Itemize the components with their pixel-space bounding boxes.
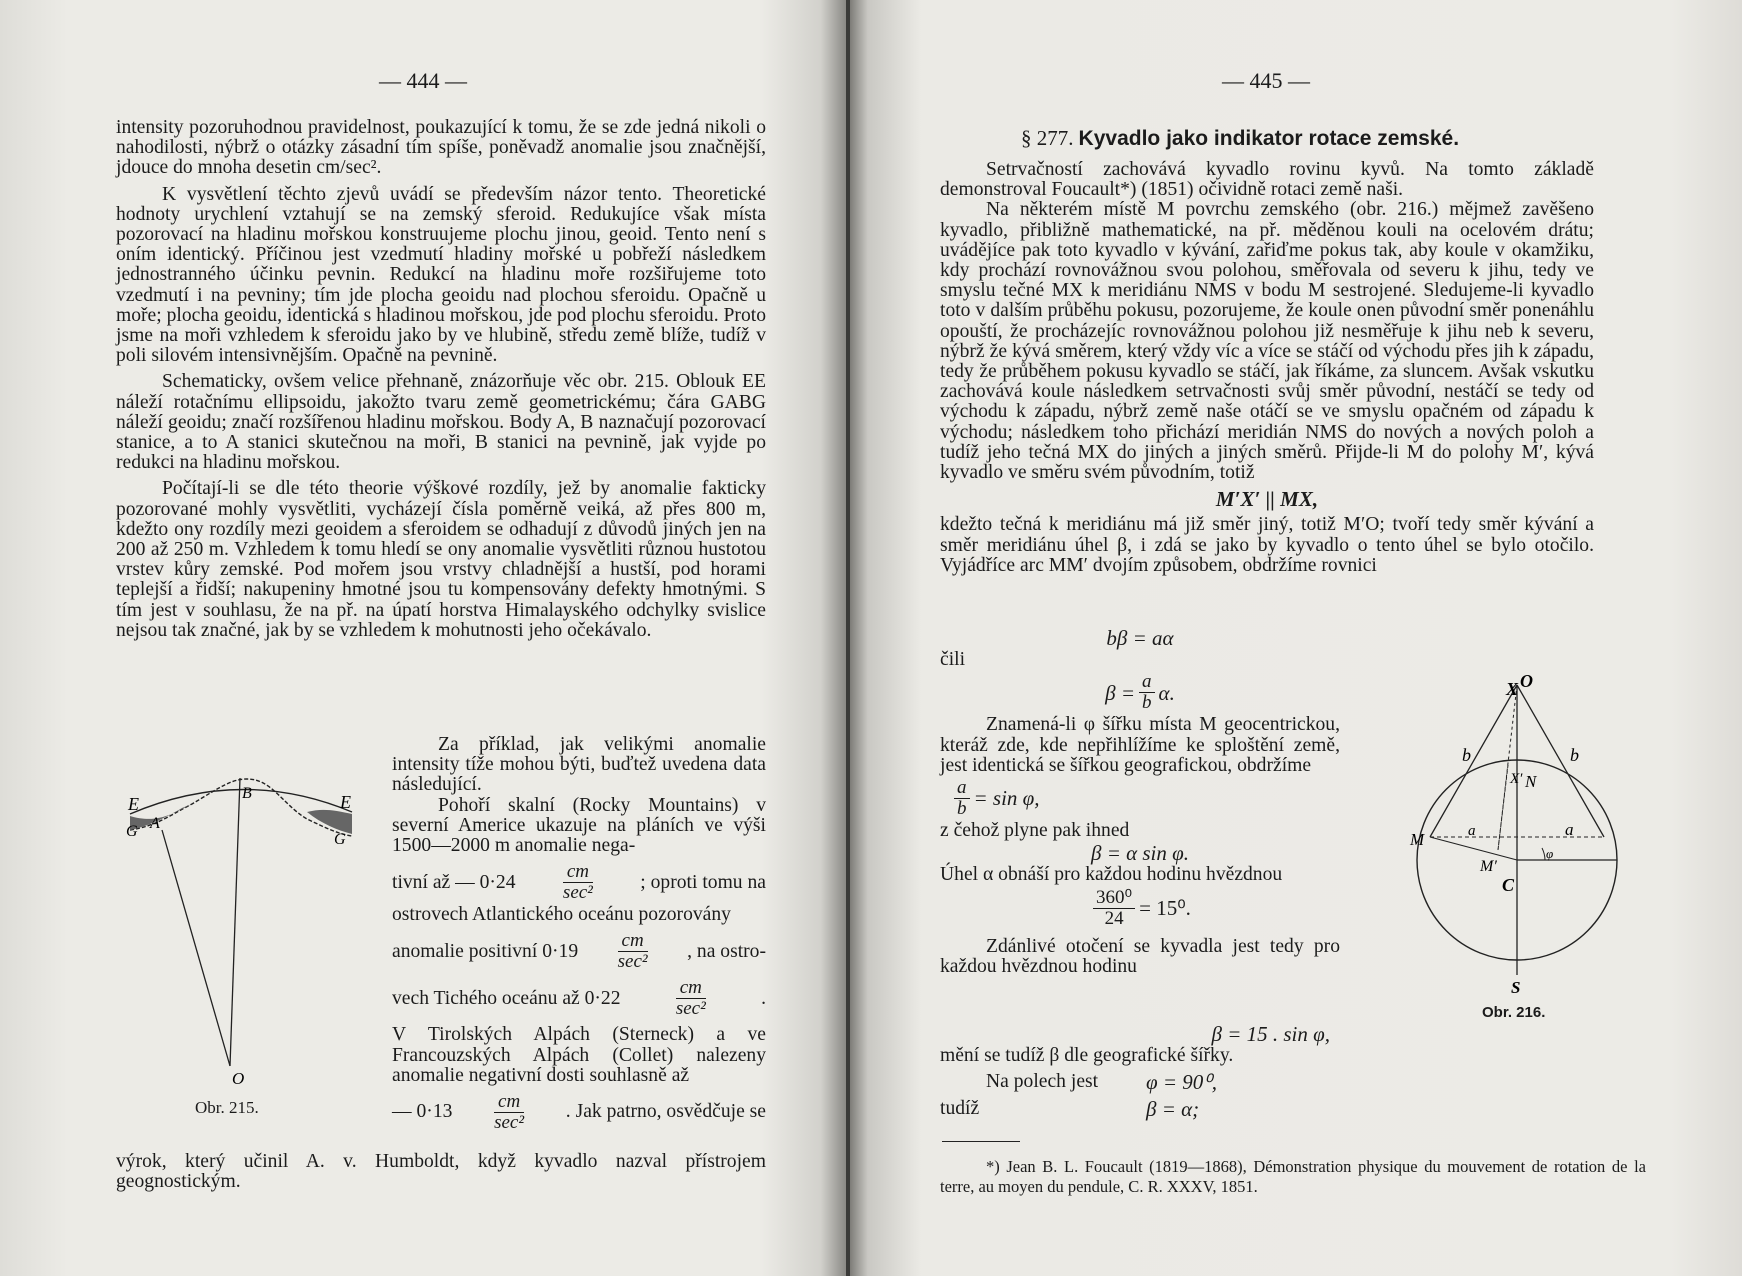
label-b-right: b bbox=[1570, 745, 1579, 765]
poles-label: Na polech jest bbox=[986, 1071, 1099, 1093]
left-paragraph-5a: Za příklad, jak velikými anomalie intensity tíže mohou býti, buďtež uvedena data následující. bbox=[392, 734, 766, 796]
anomaly-value-2: anomalie positivní 0·19 bbox=[392, 940, 579, 962]
right-paragraph-5: z čehož plyne pak ihned bbox=[940, 820, 1130, 842]
left-paragraph-6: V Tirolských Alpách (Sterneck) a ve Francouzských Alpách (Collet) nalezeny anomalie negativní dosti souhlasně až bbox=[392, 1024, 766, 1086]
label-x: X bbox=[1506, 679, 1519, 699]
right-text-bottom bbox=[940, 1024, 1360, 1119]
label-a-right: a bbox=[1565, 820, 1574, 839]
anomaly-text-3: . bbox=[761, 987, 766, 1009]
left-line-anomaly-1 bbox=[392, 862, 766, 903]
label-e-right: E bbox=[340, 792, 351, 812]
label-a: A bbox=[150, 815, 160, 832]
left-paragraph-5b: Pohoří skalní (Rocky Mountains) v severní Americe ukazuje na pláních ve výši 1500—2000 m anomalie nega- bbox=[392, 794, 766, 857]
right-paragraph-6: Úhel α obnáší pro každou hodinu hvězdnou bbox=[940, 864, 1283, 886]
left-line-anomaly-4 bbox=[392, 1092, 766, 1133]
unit-fraction-4: $\frac{cm}{\text{sec²}}$ bbox=[494, 1091, 525, 1134]
equation-sin-phi: $\frac{a}{b}$ = sin φ, bbox=[940, 778, 1340, 819]
label-phi: φ bbox=[1546, 846, 1554, 861]
label-o: O bbox=[232, 1069, 245, 1088]
radius-to-m bbox=[1430, 837, 1517, 860]
label-n: N bbox=[1525, 772, 1537, 791]
unit-fraction-2: $\frac{cm}{\text{sec²}}$ bbox=[617, 930, 648, 973]
anomaly-value-3: vech Tichého oceánu až 0·22 bbox=[392, 987, 621, 1009]
left-paragraph-7: výrok, který učinil A. v. Humboldt, když kyvadlo nazval přístrojem geognostickým. bbox=[116, 1151, 766, 1193]
equation-beta-15-sin: β = 15 . sin φ, bbox=[1211, 1022, 1330, 1046]
figure-215-caption: Obr. 215. bbox=[195, 1098, 259, 1117]
equation-arc: bβ = aα bbox=[1106, 626, 1174, 650]
left-line-anomaly-2 bbox=[392, 931, 766, 972]
right-text-lower bbox=[940, 626, 1340, 977]
right-paragraph-1: Setrvačností zachovává kyvadlo rovinu kyvů. Na tomto základě demonstroval Foucault*) (1851) očividně rotaci země naši. bbox=[940, 159, 1594, 201]
right-paragraph-7: Zdánlivé otočení se kyvadla jest tedy pro každou hvězdnou hodinu bbox=[940, 935, 1340, 977]
section-heading bbox=[850, 126, 1630, 151]
left-paragraph-4: Počítají-li se dle této theorie výškové rozdíly, jež by anomalie fakticky pozorované mohly vysvětliti, vycházejí čísla poměrně veiká, až přes 800 m, kdežto ony rozdíly mezi geoidem a sferoidem se odhadují z důvodů jiných jen na 200 až 250 m. Vzhledem k tomu hledí se ony anomalie vysvětliti různou hustotou vrstev kůry zemské. Pod mořem jsou vrstvy chladnější a hustší, pod horami teplejší a řidší; nakupeniny hmotné jsou tu kompensovány defekty hmotnými. S tím jest v souhlasu, že na př. na úpatí horstva Himalayského odchylky svislice nejsou tak značné, jak by se vzhledem k mohutnosti jeho očekávalo. bbox=[116, 478, 766, 641]
right-paragraph-2: Na některém místě M povrchu zemského (obr. 216.) mějmež zavěšeno kyvadlo, přibližně mathematické, na př. měděnou kouli na ocelovém drátu; uvádějíce pak toto kyvadlo v kývání, zařiďme pokus tak, aby koule v okamžiku, kdy prochází rovnovážnou svou polohou, směřovala od severu k jihu, tedy ve smyslu tečné MX k meridiánu NMS v bodu M sestrojené. Sledujeme-li kyvadlo toto v dalším průběhu pokusu, pozorujeme, že koule onen původní směr ponenáhlu opouští, že procházejíc rovnovážnou polohou již nesměřuje k jihu neb k severu, nýbrž že kývá směrem, který vždy víc a více se stáčí od východu přes jih k západu, tedy že průběhem pokusu kyvadlo se stáčí, jak říkáme, za sluncem. Avšak vskutku zachovává koule následkem setrvačnosti svůj směr původní, nestáčí se tedy od východu k západu, nýbrž země naše otáčí se ve smyslu opačném od západu k východu; následkem toho přichází meridián NMS do nových a nových poloh a tudíž jeho tečná MX do jiných a jiných směrů. Přijde-li M do polohy M′, kývá kyvadlo ve směru svém původním, totiž bbox=[940, 199, 1594, 484]
left-side-text bbox=[392, 735, 766, 1133]
left-page bbox=[0, 0, 846, 1276]
equation-parallel: M′X′ || MX, bbox=[1215, 487, 1319, 512]
label-o: O bbox=[1520, 671, 1533, 691]
section-title: Kyvadlo jako indikator rotace zemské. bbox=[1078, 127, 1460, 150]
anomaly-text-1: ; oproti tomu na bbox=[640, 871, 766, 893]
page-number-445: — 445 — bbox=[1222, 68, 1310, 93]
geoid-curve-gabg bbox=[130, 779, 352, 836]
therefore-line bbox=[940, 1096, 1360, 1121]
label-e-left: E bbox=[128, 794, 139, 814]
right-paragraph-8: mění se tudíž β dle geografické šířky. bbox=[940, 1045, 1234, 1067]
equation-beta-eq-alpha: β = α; bbox=[1146, 1096, 1200, 1121]
page-number-444: — 444 — bbox=[379, 68, 467, 93]
vertical-line-a bbox=[162, 830, 230, 1066]
label-s: S bbox=[1511, 978, 1521, 995]
poles-line bbox=[940, 1070, 1360, 1095]
right-paragraph-3: kdežto tečná k meridiánu má již směr jiný, totiž M′O; tvoří tedy směr kývání a směr meridiánu úhel β, i zdá se jako by kyvadlo o tento úhel se bylo otočilo. Vyjádříce arc MM′ dvojím způsobem, obdržíme rovnici bbox=[940, 514, 1594, 576]
left-line-anomaly-3 bbox=[392, 978, 766, 1019]
figure-216 bbox=[1370, 665, 1670, 995]
section-number: § 277. bbox=[1020, 126, 1074, 150]
word-cili: čili bbox=[940, 649, 966, 671]
right-page bbox=[850, 0, 1742, 1276]
right-text-top bbox=[940, 160, 1594, 576]
vertical-line-b bbox=[230, 778, 240, 1066]
equation-beta-alpha-sin: β = α sin φ. bbox=[1090, 841, 1190, 866]
label-a-left: a bbox=[1468, 823, 1476, 839]
label-g-left: G bbox=[126, 823, 138, 840]
unit-fraction-3: $\frac{cm}{\text{sec²}}$ bbox=[675, 977, 706, 1020]
label-m-prime: M′ bbox=[1480, 858, 1497, 875]
left-paragraph-2: K vysvětlení těchto zjevů uvádí se především názor tento. Theoretické hodnoty urychlení vztahují se na zemský sferoid. Redukujíce však místa pozorovací na hladinu mořskou konstruujeme plochu jinou, geoid. Tento není s oním identický. Příčinou jest vzedmutí hladiny mořské u pobřeží následkem jednostranného účinku pevnin. Redukcí na hladinu moře rozšiřujeme toto vzedmutí i na pevniny; tím jde plocha geoidu nad plochou sferoidu. Opačně u moře; plocha geoidu, identická s hladinou mořskou, jde pod plochu sferoidu. Proto jsme na moři vzhledem k sferoidu jako by ve hlubině, středu země blíže, tudíž v poli silovém intensivnějším. Opačně na pevnině. bbox=[116, 183, 766, 367]
label-b-left: b bbox=[1462, 745, 1471, 765]
unit-fraction-1: $\frac{cm}{\text{sec²}}$ bbox=[562, 861, 593, 904]
right-paragraph-4: Znamená-li φ šířku místa M geocentrickou, kteráž zde, kde nepřihlížíme ke sploštění země, jest identická se šířkou geografickou, obdržíme bbox=[940, 714, 1340, 776]
label-g-right: G bbox=[334, 831, 346, 848]
label-b: B bbox=[242, 785, 252, 802]
left-paragraph-3: Schematicky, ovšem velice přehnaně, znázorňuje věc obr. 215. Oblouk EE náleží rotačnímu ellipsoidu, jakožto tvaru země geometrickému; čára GABG náleží geoidu; značí rozšířenou hladinu mořskou. Body A, B naznačují pozorovací stanice, a to A stanici skutečnou na moři, B stanici na pevnině, jak vyjde po redukci na hladinu mořskou. bbox=[116, 371, 766, 474]
equation-beta-ratio: β = $\frac{a}{b}$ α. bbox=[1105, 671, 1175, 714]
geoid-sea-shade-left bbox=[130, 804, 192, 830]
footnote: *) Jean B. L. Foucault (1819—1868), Démonstration physique du mouvement de rotation de la terre, au moyen du pendule, C. R. XXXV, 1851. bbox=[940, 1157, 1646, 1196]
label-x-prime: X′ bbox=[1510, 771, 1523, 787]
figure-216-caption: Obr. 216. bbox=[1482, 1004, 1546, 1021]
therefore-label: tudíž bbox=[940, 1097, 980, 1119]
left-line-atlantic: ostrovech Atlantického oceánu pozorovány bbox=[392, 904, 731, 926]
anomaly-value-1: tivní až — 0·24 bbox=[392, 871, 516, 893]
label-m: M bbox=[1410, 830, 1425, 849]
left-main-text bbox=[116, 118, 766, 641]
anomaly-text-4: . Jak patrno, osvědčuje se bbox=[565, 1101, 766, 1123]
label-c: C bbox=[1502, 875, 1515, 895]
anomaly-text-2: , na ostro- bbox=[687, 940, 766, 962]
equation-fifteen-degrees: $\frac{\text{360⁰}}{24}$ = 15⁰. bbox=[940, 888, 1340, 929]
footnote-rule bbox=[942, 1141, 1020, 1142]
angle-phi-arc bbox=[1542, 848, 1545, 860]
left-paragraph-1: intensity pozoruhodnou pravidelnost, poukazující k tomu, že se zde jedná nikoli o nahodilosti, nýbrž o otázky zásadní tím spíše, poněvadž anomalie jsou značnější, jdouce do mnoha desetin cm/sec². bbox=[116, 117, 766, 179]
figure-215 bbox=[112, 764, 362, 1104]
equation-phi-90: φ = 90⁰, bbox=[1146, 1070, 1217, 1095]
anomaly-value-4: — 0·13 bbox=[392, 1101, 453, 1123]
